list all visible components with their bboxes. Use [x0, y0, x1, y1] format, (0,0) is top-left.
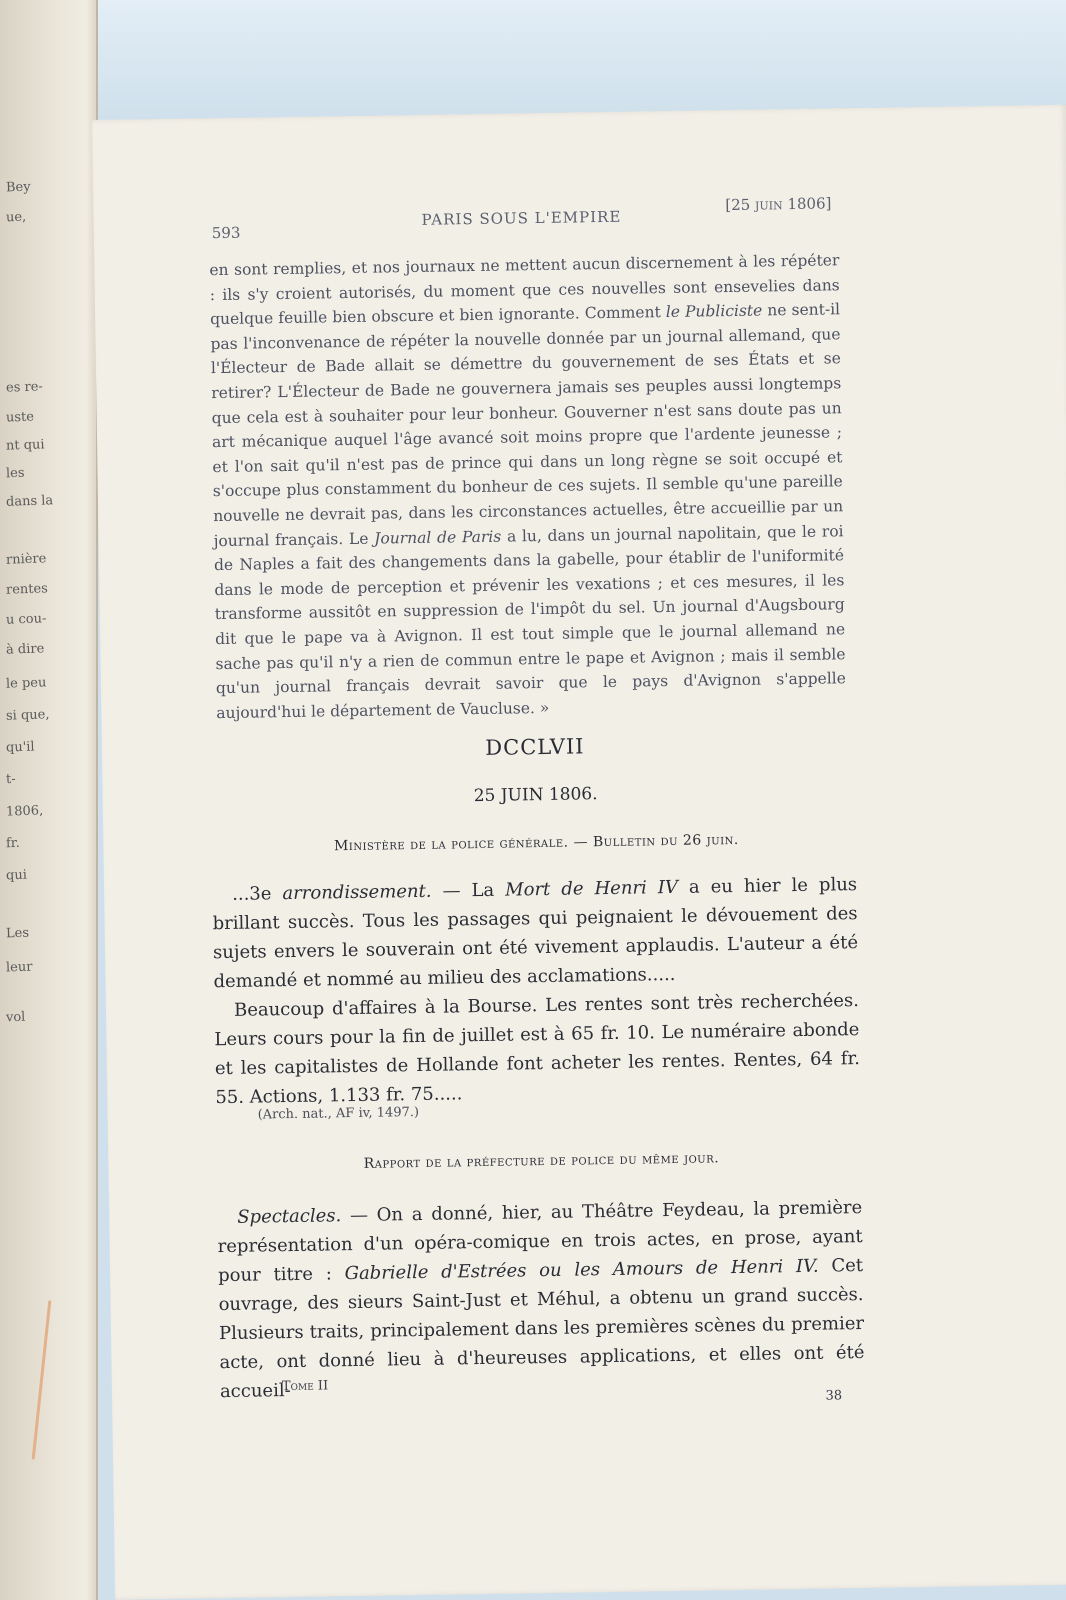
running-title: PARIS SOUS L'EMPIRE — [421, 207, 622, 229]
rapport-text-2: Cet ouvrage, des sieurs Saint-Just et Méhul, a obtenu un grand succès. Plusieurs traits, principalement dans les premières scènes du premier acte, ont donné lieu à d'heureuses applications, et elles ont été accueil- — [218, 1255, 865, 1403]
rapport-text — [217, 1193, 865, 1406]
left-page-fragment: le peu — [5, 675, 47, 692]
left-page-fragment: vol — [5, 1009, 26, 1026]
running-date: [25 juin 1806] — [725, 194, 832, 215]
bulletin-lead: ...3e — [232, 883, 272, 905]
left-page-fragment: dans la — [5, 493, 54, 510]
running-head — [211, 194, 832, 243]
page-number: 593 — [211, 223, 241, 243]
bulletin-text — [212, 870, 861, 1112]
upper-paragraph — [209, 248, 846, 725]
book-page — [92, 105, 1066, 1600]
bulletin-district: arrondissement. — [282, 880, 432, 905]
bulletin-paragraph-2: Beaucoup d'affaires à la Bourse. Les rentes sont très recherchées. Leurs cours pour la fin de juillet est à 65 fr. 10. Le numéraire abonde et les capitalistes de Hollande font acheter les rentes. Rentes, 64 fr. 55. Actions, 1.133 fr. 75..... — [214, 990, 861, 1109]
left-page-fragment: es re- — [5, 379, 44, 396]
left-page-fragment: Les — [5, 925, 30, 942]
upper-text-part3: a lu, dans un journal napolitain, que le roi de Naples a fait des changements dans la gabelle, pour établir de l'uniformité dans le mode de perception et prévenir les vexations ; et ces mesures, il les transforme aussitôt en suppression de l'impôt du sel. Un journal d'Augsbourg dit que le pape va à Avignon. Il est tout simple que le journal allemand ne sache pas qu'il n'y a rien de commun entre le pape et Avignon ; mais il semble qu'un journal français devrait savoir que le pays d'Avignon s'appelle aujourd'hui le département de Vaucluse. » — [213, 521, 847, 722]
section-date: 25 JUIN 1806. — [473, 784, 598, 807]
left-page-fragment: uste — [5, 409, 35, 426]
left-facing-page — [0, 0, 98, 1600]
upper-text-part2: ne sent-il pas l'inconvenance de répéter la nouvelle donnée par un journal allemand, que l'Électeur de Bade allait se démettre du gouvernement de ses États et se retirer? L'Électeur de Bade ne gouvernera jamais ses peuples aussi longtemps que cela est à souhaiter pour leur bonheur. Gouverner n'est sans doute pas un art mécanique auquel l'âge avancé soit moins propre que l'ardente jeunesse ; et l'on sait qu'il n'est pas de prince qui dans un long règne se soit occupé et s'occupe plus constamment du bonheur de ces sujets. Il semble qu'une pareille nouvelle ne devrait pas, dans les circonstances actuelles, être accueillie par un journal français. Le — [210, 300, 844, 550]
archive-source: (Arch. nat., AF iv, 1497.) — [257, 1104, 420, 1123]
rapport-heading: Rapport de la préfecture de police du même jour. — [363, 1150, 720, 1172]
left-page-fragment: nt qui — [5, 437, 45, 454]
rapport-text-1: — On a donné, hier, au Théâtre Feydeau, la première représentation d'un opéra-comique en trois actes, en prose, ayant pour titre : — [217, 1197, 863, 1287]
bulletin-dash: — La — [431, 879, 495, 902]
left-page-fragment: si que, — [5, 707, 50, 724]
left-page-fragment: qu'il — [5, 739, 35, 756]
left-page-fragment: u cou- — [5, 611, 47, 628]
bulletin-paragraph-1: a eu hier le plus brillant succès. Tous les passages qui peignaient le dévouement des sujets envers le souverain ont été vivement applaudis. L'auteur a été demandé et nommé au milieu des acclamations..... — [212, 874, 859, 993]
ministry-heading: Ministère de la police générale. — Bulletin du 26 juin. — [333, 831, 739, 855]
opera-title: Gabrielle d'Estrées ou les Amours de Henri IV. — [344, 1255, 819, 1285]
left-page-fragment: 1806, — [5, 803, 44, 820]
left-page-fragment: leur — [5, 959, 33, 976]
binding-thread — [32, 1300, 52, 1459]
left-page-fragment: qui — [5, 867, 28, 884]
tome-label: Tome II — [281, 1378, 329, 1395]
section-number: DCCLVII — [485, 734, 585, 760]
left-page-fragment: t- — [5, 771, 16, 788]
left-page-fragment: à dire — [5, 641, 45, 658]
upper-text-part1: en sont remplies, et nos journaux ne mettent aucun discernement à les répéter : ils s'y croient autorisés, du moment que ces nouvelles sont ensevelies dans quelque feuille bien obscure et bien ignorante. Comment — [209, 251, 840, 329]
rapport-label: Spectacles. — [237, 1205, 342, 1228]
left-page-fragment: ue, — [5, 209, 27, 226]
left-page-fragment: rentes — [5, 581, 49, 598]
left-page-fragment: Bey — [5, 179, 31, 196]
signature-mark: 38 — [825, 1388, 843, 1404]
publication-title: Journal de Paris — [374, 527, 502, 548]
publication-title: le Publiciste — [665, 301, 763, 322]
left-page-fragment: les — [5, 465, 25, 482]
play-title: Mort de Henri IV — [505, 876, 679, 901]
left-page-fragment: fr. — [5, 835, 20, 852]
left-page-fragment: rnière — [5, 551, 47, 568]
